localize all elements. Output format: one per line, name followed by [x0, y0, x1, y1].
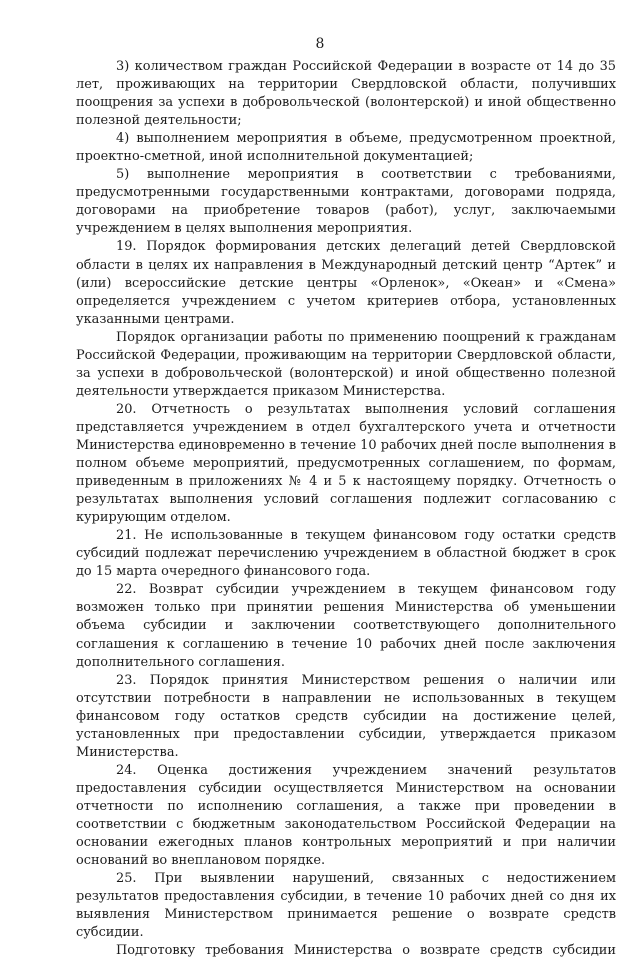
paragraph-25: 25. При выявлении нарушений, связанных с недостижением результатов предоставления субсидии, в течение 10 рабочих дней со дня их выявления Министерством принимается решение о возврате средств субсидии.	[76, 871, 616, 941]
paragraph-25-continued: Подготовку требования Министерства о возврате средств субсидии	[116, 943, 616, 959]
paragraph-21: 21. Не использованные в текущем финансовом году остатки средств субсидий подлежат перечислению учреждением в областной бюджет в срок до 15 марта очередного финансового года.	[76, 528, 616, 580]
paragraph-19-part-2: Порядок организации работы по применению поощрений к гражданам Российской Федерации, проживающим на территории Свердловской области, за успехи в добровольческой (волонтерской) и иной общественно полезной деятельности утверждается приказом Министерства.	[76, 329, 616, 399]
page-number: 8	[315, 36, 325, 52]
paragraph-19: 19. Порядок формирования детских делегаций детей Свердловской области в целях их направления в Международный детский центр “Артек” и (или) всероссийские детские центры «Орленок», «Океан» и «Смена» определяется учреждением с учетом критериев отбора, установленных указанными центрами.	[76, 239, 616, 327]
paragraph-23: 23. Порядок принятия Министерством решения о наличии или отсутствии потребности в направлении не использованных в текущем финансовом году остатков средств субсидии на достижение целей, установленных при предоставлении субсидии, утверждается приказом Министерства.	[76, 672, 616, 760]
paragraph-item-3: 3) количеством граждан Российской Федерации в возрасте от 14 до 35 лет, проживающих на территории Свердловской области, получивших поощрения за успехи в добровольческой (волонтерской) и иной общественно полезной деятельности;	[76, 59, 616, 129]
paragraph-24: 24. Оценка достижения учреждением значений результатов предоставления субсидии осуществляется Министерством на основании отчетности по исполнению соглашения, а также при проведении в соответствии с бюджетным законодательством Российской Федерации на основании ежегодных планов контрольных мероприятий и при наличии оснований во внеплановом порядке.	[76, 762, 616, 869]
document-body	[76, 58, 616, 960]
paragraph-20: 20. Отчетность о результатах выполнения условий соглашения представляется учреждением в отдел бухгалтерского учета и отчетности Министерства единовременно в течение 10 рабочих дней после выполнения в полном объеме мероприятий, предусмотренных соглашением, по формам, приведенным в приложениях № 4 и 5 к настоящему порядку. Отчетность о результатах выполнения условий соглашения подлежит согласованию с курирующим отделом.	[76, 401, 616, 526]
paragraph-22: 22. Возврат субсидии учреждением в текущем финансовом году возможен только при принятии решения Министерства об уменьшении объема субсидии и заключении соответствующего дополнительного соглашения к соглашению в течение 10 рабочих дней после заключения дополнительного соглашения.	[76, 582, 616, 670]
paragraph-item-5: 5) выполнение мероприятия в соответствии с требованиями, предусмотренными государственными контрактами, договорами подряда, договорами на приобретение товаров (работ), услуг, заключаемыми учреждением в целях выполнения мероприятия.	[76, 167, 616, 237]
paragraph-item-4: 4) выполнением мероприятия в объеме, предусмотренном проектной, проектно-сметной, иной исполнительной документацией;	[76, 131, 616, 165]
